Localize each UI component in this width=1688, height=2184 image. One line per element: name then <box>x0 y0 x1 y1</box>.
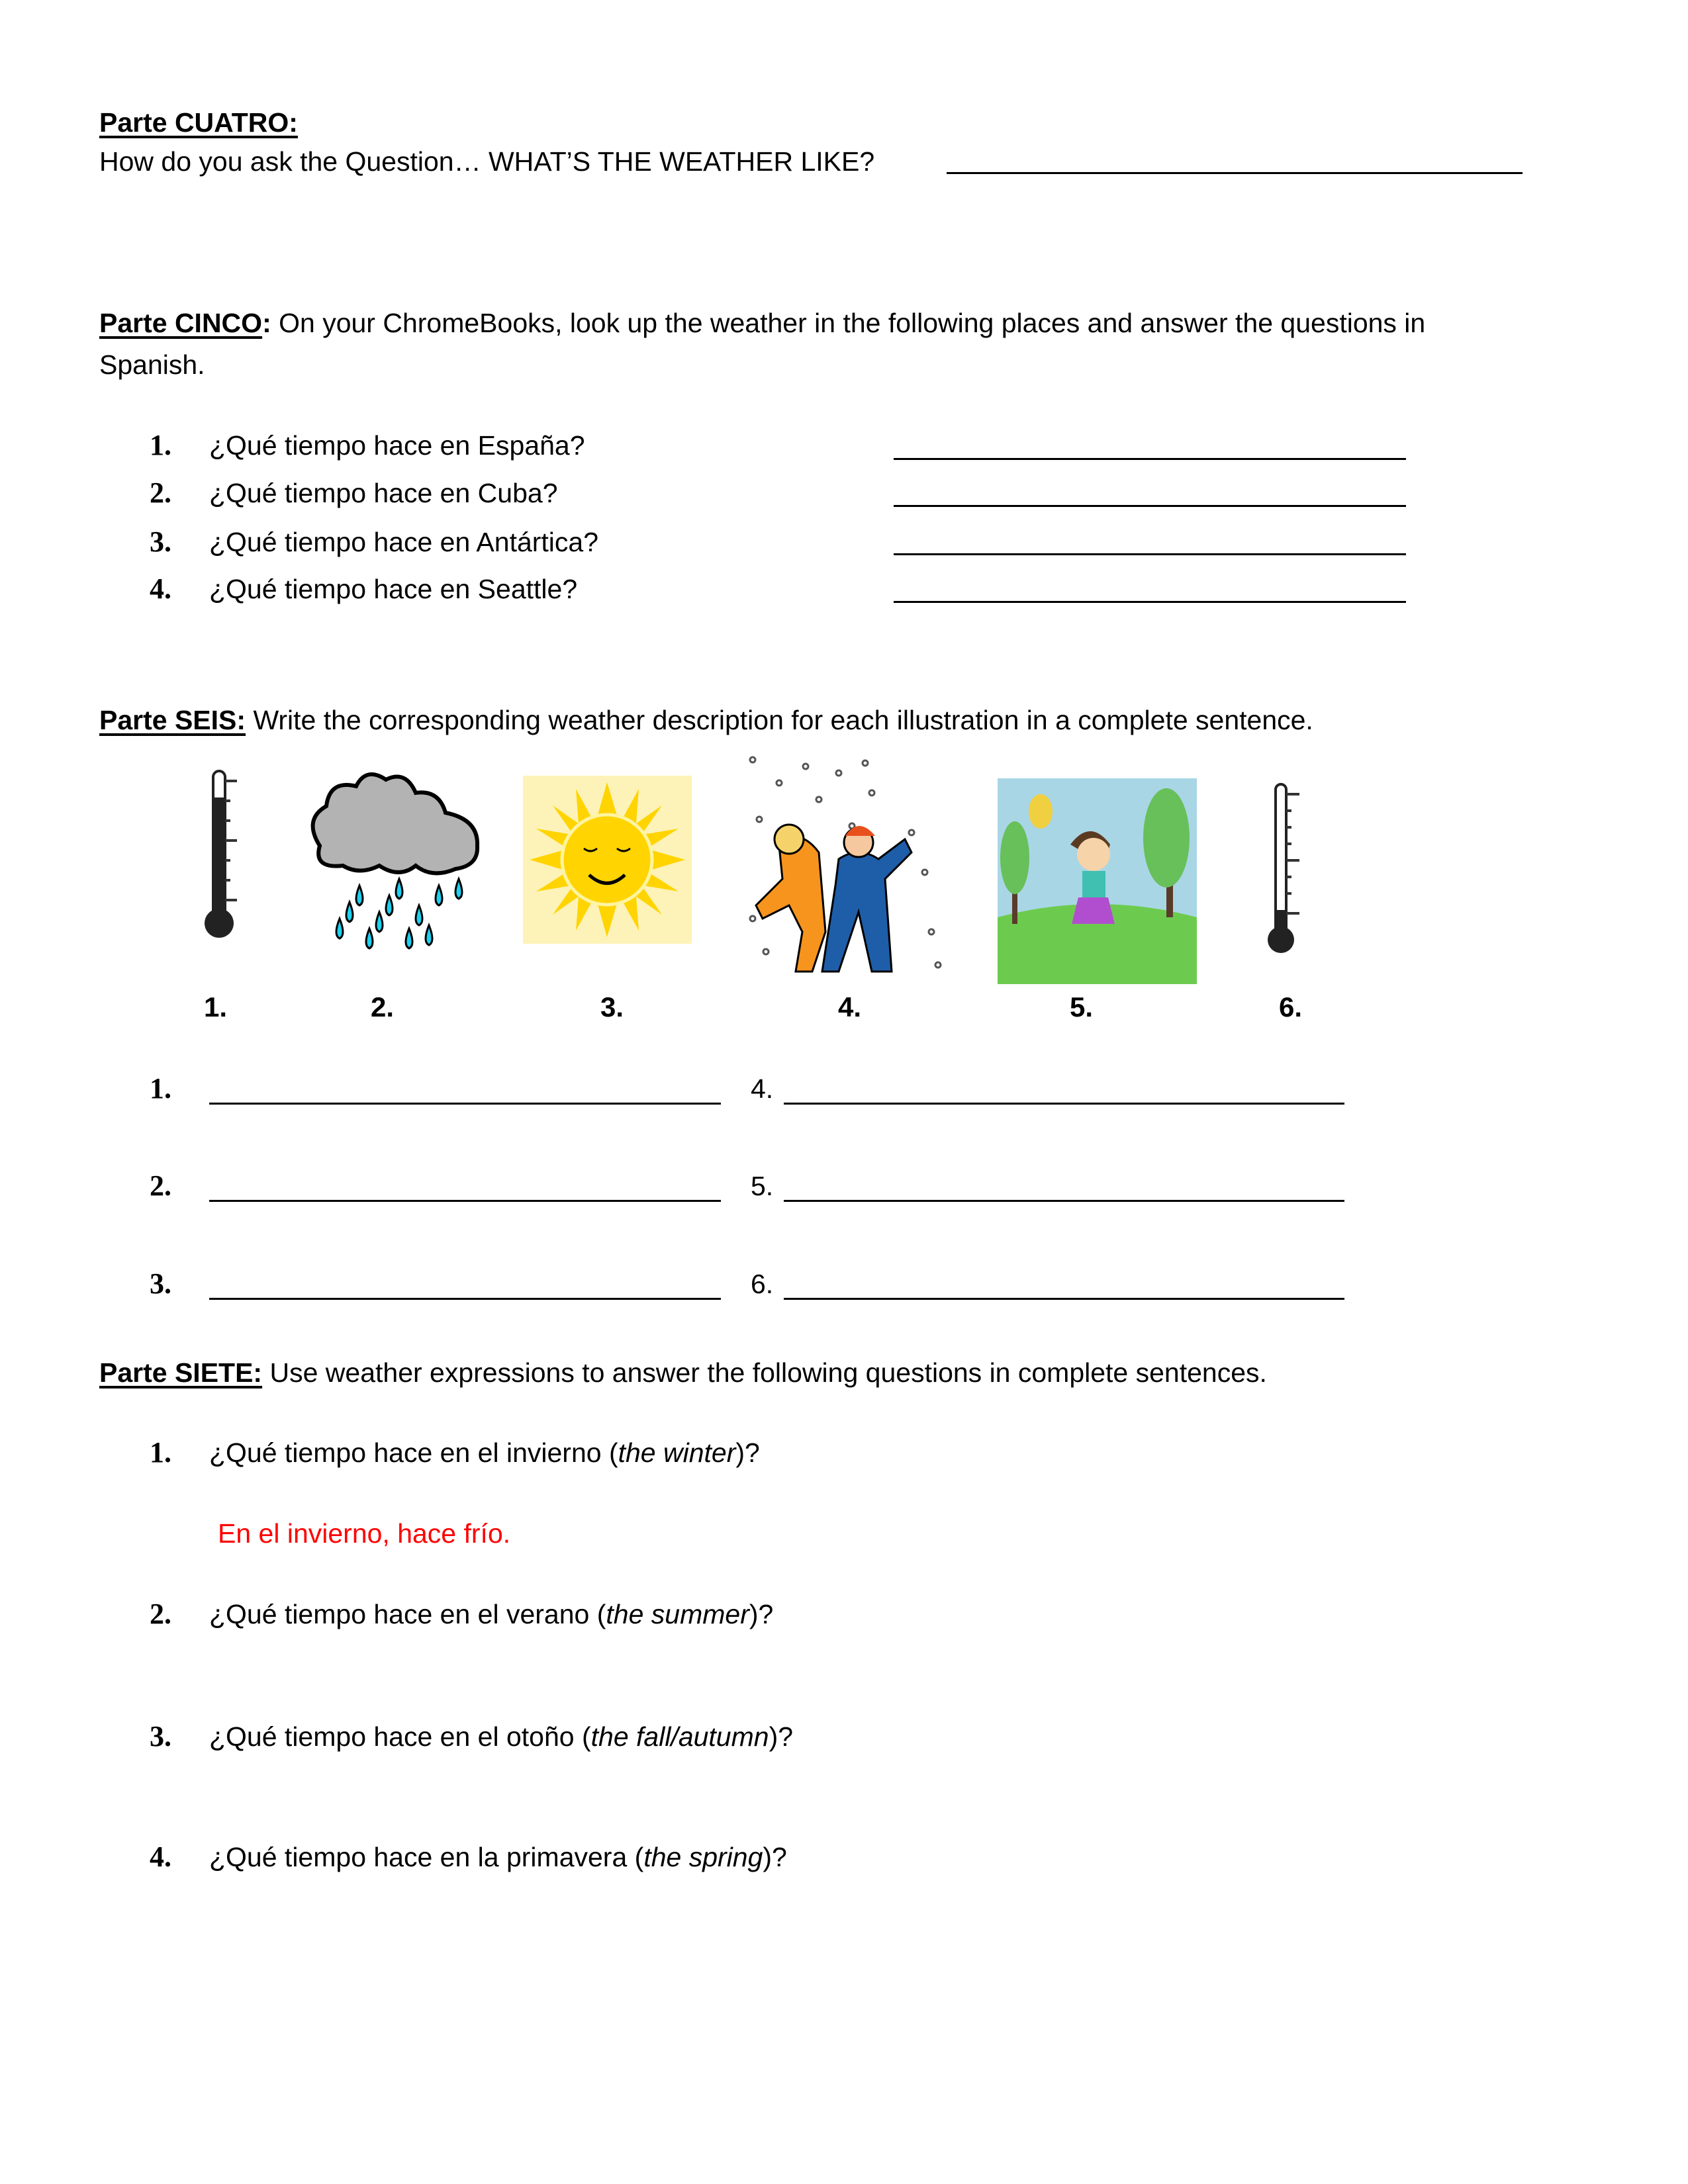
answer-line[interactable] <box>894 553 1406 555</box>
question-text-end: )? <box>769 1721 794 1752</box>
question-translation: the summer <box>606 1599 749 1629</box>
question-text: ¿Qué tiempo hace en España? <box>209 430 585 461</box>
answer-number-4: 4. <box>751 1073 774 1104</box>
parte-cinco-heading: Parte CINCO <box>99 308 263 338</box>
parte-siete-instructions: Use weather expressions to answer the following questions in complete sentences. <box>262 1357 1267 1388</box>
question-text-end: )? <box>763 1842 787 1872</box>
illustration-label-1: 1. <box>204 991 228 1023</box>
answer-line-3[interactable] <box>209 1298 721 1300</box>
illustration-label-6: 6. <box>1279 991 1303 1023</box>
question-text-end: )? <box>735 1437 760 1468</box>
question-text: ¿Qué tiempo hace en la primavera ( <box>209 1842 644 1872</box>
siete-question-number-3: 3. <box>150 1720 171 1752</box>
snow-people-icon <box>739 753 949 983</box>
answer-line-6[interactable] <box>784 1298 1344 1300</box>
answer-line[interactable] <box>894 601 1406 603</box>
parte-seis-heading: Parte SEIS: <box>99 705 246 735</box>
parte-cinco-instructions: On your ChromeBooks, look up the weather in the following places and answer the questions in <box>271 308 1426 338</box>
illustration-label-5: 5. <box>1070 991 1094 1023</box>
question-number: 2. <box>150 477 171 509</box>
parte-siete-heading: Parte SIETE: <box>99 1357 263 1388</box>
thermometer-hot-icon <box>199 768 252 946</box>
parte-cinco-instructions-cont: Spanish. <box>99 349 205 380</box>
parte-siete-intro <box>99 1356 1267 1389</box>
answer-number-3: 3. <box>150 1267 171 1300</box>
question-text: ¿Qué tiempo hace en Cuba? <box>209 478 558 508</box>
answer-number-6: 6. <box>751 1269 774 1299</box>
siete-question-number-4: 4. <box>150 1841 171 1873</box>
answer-line[interactable] <box>894 505 1406 507</box>
question-number: 3. <box>150 525 171 558</box>
illustration-label-3: 3. <box>600 991 624 1023</box>
thermometer-cold-icon <box>1262 781 1312 963</box>
windy-girl-icon <box>998 778 1197 984</box>
siete-question-3 <box>209 1720 793 1753</box>
sample-answer: En el invierno, hace frío. <box>218 1518 511 1549</box>
parte-cinco-intro <box>99 306 1425 340</box>
illustration-label-4: 4. <box>838 991 862 1023</box>
question-text: ¿Qué tiempo hace en el verano ( <box>209 1599 606 1629</box>
question-text: ¿Qué tiempo hace en el otoño ( <box>209 1721 591 1752</box>
parte-cuatro-heading: Parte CUATRO: <box>99 107 298 138</box>
siete-question-2 <box>209 1598 773 1631</box>
answer-number-1: 1. <box>150 1072 171 1105</box>
question-translation: the spring <box>643 1842 763 1872</box>
question-number: 4. <box>150 572 171 605</box>
rain-cloud-icon <box>300 766 489 952</box>
answer-line-2[interactable] <box>209 1200 721 1202</box>
siete-question-1 <box>209 1436 760 1469</box>
siete-question-number-1: 1. <box>150 1436 171 1469</box>
answer-line[interactable] <box>894 458 1406 460</box>
parte-cuatro-question: How do you ask the Question… WHAT’S THE WEATHER LIKE? <box>99 146 875 177</box>
sun-icon <box>523 776 692 944</box>
question-text: ¿Qué tiempo hace en Seattle? <box>209 574 578 604</box>
answer-line-4[interactable] <box>784 1103 1344 1105</box>
question-translation: the fall/autumn <box>590 1721 769 1752</box>
answer-number-2: 2. <box>150 1169 171 1202</box>
question-text-end: )? <box>749 1599 774 1629</box>
question-translation: the winter <box>618 1437 736 1468</box>
question-number: 1. <box>150 429 171 461</box>
question-text: ¿Qué tiempo hace en el invierno ( <box>209 1437 618 1468</box>
parte-seis-intro <box>99 704 1313 737</box>
answer-number-5: 5. <box>751 1171 774 1201</box>
parte-cinco-colon: : <box>262 308 271 338</box>
siete-question-4 <box>209 1841 787 1874</box>
illustration-label-2: 2. <box>371 991 395 1023</box>
answer-line-5[interactable] <box>784 1200 1344 1202</box>
question-text: ¿Qué tiempo hace en Antártica? <box>209 527 599 557</box>
siete-question-number-2: 2. <box>150 1598 171 1630</box>
answer-line-1[interactable] <box>209 1103 721 1105</box>
parte-seis-instructions: Write the corresponding weather description for each illustration in a complete sentence. <box>246 705 1313 735</box>
parte-cuatro-answer-line[interactable] <box>947 172 1523 174</box>
